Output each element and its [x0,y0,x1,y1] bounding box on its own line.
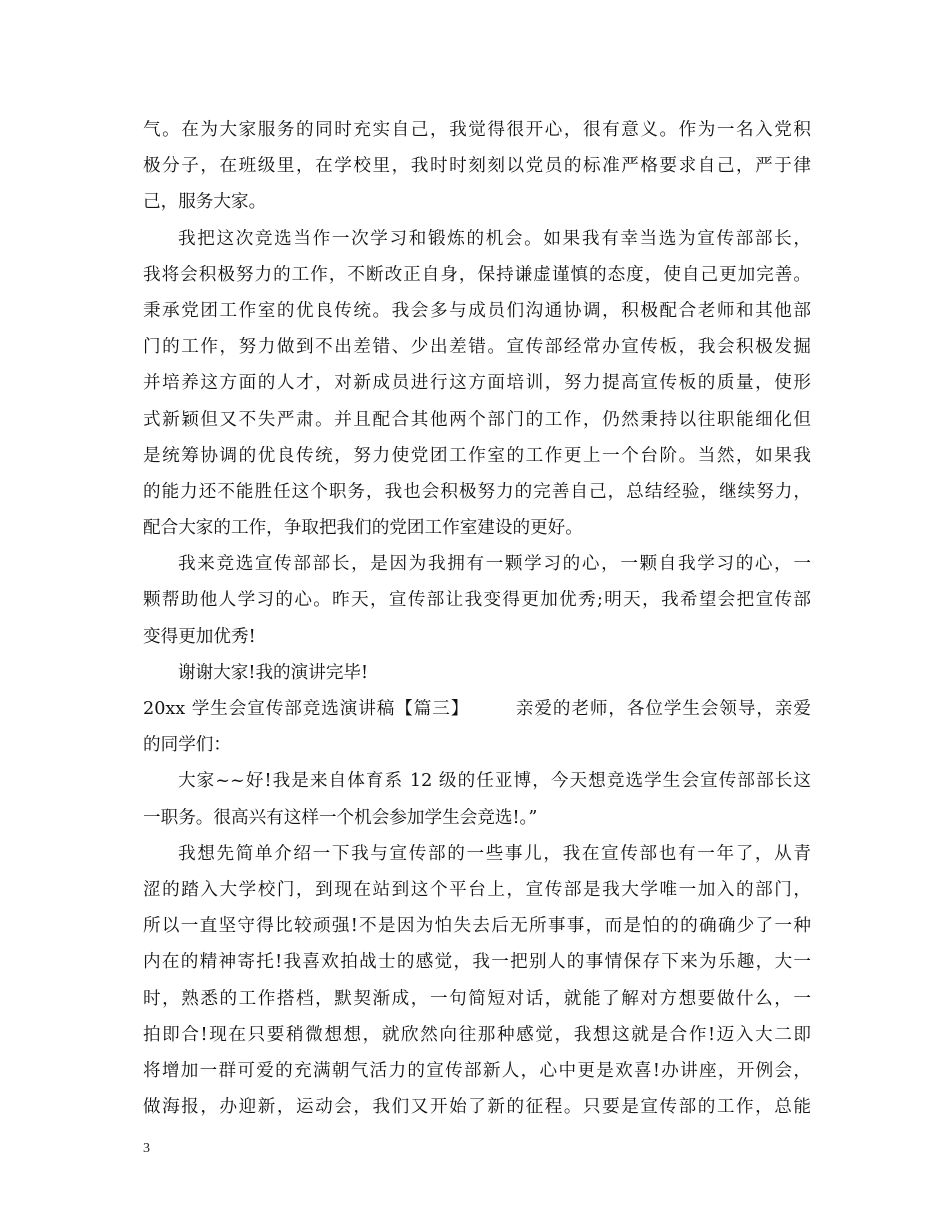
text-line: 变得更加优秀! [143,626,256,647]
text-line: 所以一直坚守得比较顽强!不是因为怕失去后无所事事，而是怕的的确确少了一种 [143,916,811,937]
text-line: 极分子，在班级里，在学校里，我时时刻刻以党员的标准严格要求自己，严于律 [143,156,811,177]
text-line: 我将会积极努力的工作，不断改正自身，保持谦虚谨慎的态度，使自己更加完善。 [143,264,811,285]
text-line: 我想先简单介绍一下我与宣传部的一些事儿，我在宣传部也有一年了，从青 [178,843,811,864]
text-line: 气。在为大家服务的同时充实自己，我觉得很开心，很有意义。作为一名入党积 [143,120,811,140]
text-line: 拍即合!现在只要稍微想想，就欣然向往那种感觉，我想这就是合作!迈入大二即 [143,1024,811,1045]
text-line: 的同学们： [143,735,231,756]
text-line: 将增加一群可爱的充满朝气活力的宣传部新人，心中更是欢喜!办讲座，开例会， [143,1060,811,1081]
body-text [143,112,811,1125]
text-line: 我把这次竞选当作一次学习和锻炼的机会。如果我有幸当选为宣传部部长， [178,228,811,249]
text-line: 颗帮助他人学习的心。昨天，宣传部让我变得更加优秀;明天，我希望会把宣传部 [143,590,811,611]
text-line: 时，熟悉的工作搭档，默契渐成，一句简短对话，就能了解对方想要做什么，一 [143,988,811,1009]
text-line: 做海报，办迎新，运动会，我们又开始了新的征程。只要是宣传部的工作，总能 [143,1097,811,1118]
text-line: 内在的精神寄托!我喜欢拍战士的感觉，我一把别人的事情保存下来为乐趣，大一 [143,952,811,973]
text-line: 大家~~好!我是来自体育系 12 级的任亚博，今天想竞选学生会宣传部部长这 [178,771,811,792]
text-line: 式新颖但又不失严肃。并且配合其他两个部门的工作，仍然秉持以往职能细化但 [143,409,811,430]
text-line: 20xx 学生会宣传部竞选演讲稿【篇三】 亲爱的老师，各位学生会领导，亲爱 [143,699,811,719]
text-line: 己，服务大家。 [143,192,267,213]
text-line: 是统筹协调的优良传统，努力使党团工作室的工作更上一个台阶。当然，如果我 [143,445,811,466]
text-line: 配合大家的工作，争取把我们的党团工作室建设的更好。 [143,518,583,539]
text-line: 并培养这方面的人才，对新成员进行这方面培训，努力提高宣传板的质量，使形 [143,373,811,394]
text-line: 的能力还不能胜任这个职务，我也会积极努力的完善自己，总结经验，继续努力， [143,481,811,502]
page-number: 3 [143,1141,150,1156]
text-line: 秉承党团工作室的优良传统。我会多与成员们沟通协调，积极配合老师和其他部 [143,300,811,321]
text-line: 门的工作，努力做到不出差错、少出差错。宣传部经常办宣传板，我会积极发掘 [143,337,811,358]
text-line: 一职务。很高兴有这样一个机会参加学生会竞选!。” [143,807,538,828]
text-line: 涩的踏入大学校门，到现在站到这个平台上，宣传部是我大学唯一加入的部门， [143,879,811,900]
text-line: 我来竞选宣传部部长，是因为我拥有一颗学习的心，一颗自我学习的心，一 [178,554,811,575]
text-line: 谢谢大家!我的演讲完毕! [178,662,369,683]
